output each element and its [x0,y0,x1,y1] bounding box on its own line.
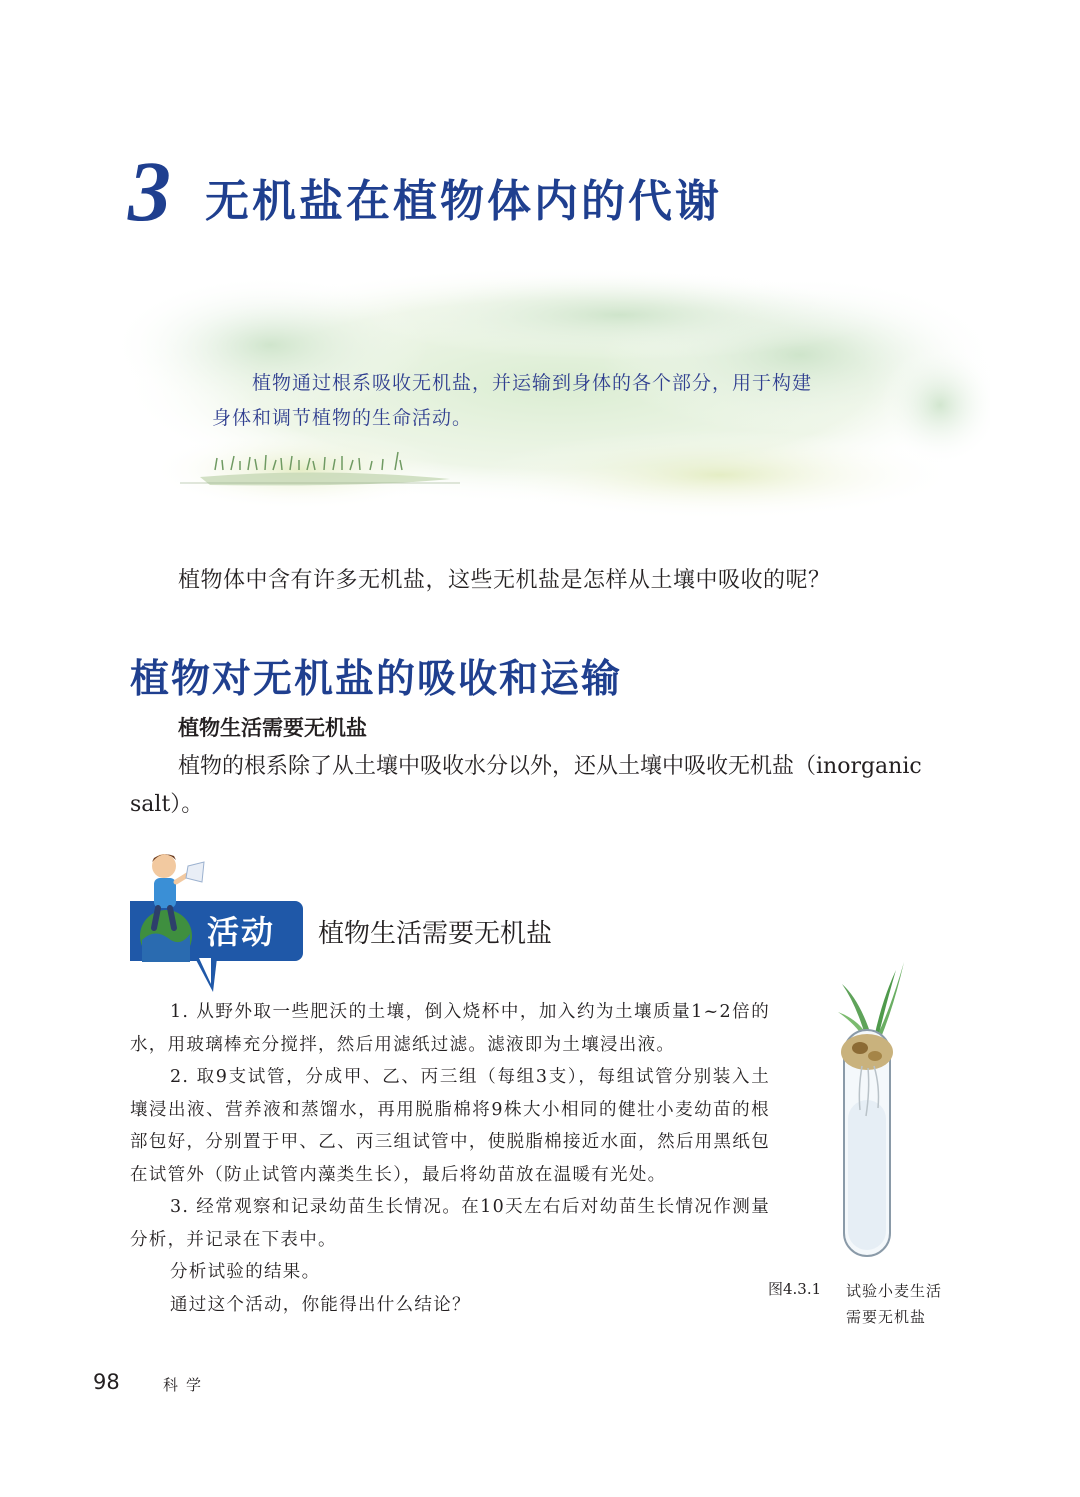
activity-step: 3. 经常观察和记录幼苗生长情况。在10天左右后对幼苗生长情况作测量分析，并记录在下表中。 [130,1197,770,1250]
figure-caption: 试验小麦生活 需要无机盐 [846,1282,943,1326]
activity-step: 1. 从野外取一些肥沃的土壤，倒入烧杯中，加入约为土壤质量1~2倍的水，用玻璃棒充分搅拌，然后用滤纸过滤。滤液即为土壤浸出液。 [130,1002,770,1055]
intro-question: 植物体中含有许多无机盐，这些无机盐是怎样从土壤中吸收的呢？ [178,568,831,593]
page-number: 98 [93,1370,120,1394]
student-mascot-illustration [128,848,210,966]
chapter-summary [212,366,872,436]
figure-number: 图4.3.1 [768,1280,822,1298]
activity-label: 活动 [207,913,276,951]
activity-title: 植物生活需要无机盐 [318,919,553,949]
book-title: 科学 [163,1376,210,1394]
subsection-title: 植物生活需要无机盐 [178,716,367,740]
chapter-title: 无机盐在植物体内的代谢 [205,176,722,227]
activity-step: 通过这个活动，你能得出什么结论？ [170,1294,471,1315]
activity-steps [130,996,770,1321]
activity-step: 分析试验的结果。 [170,1262,321,1282]
summary-line-1: 植物通过根系吸收无机盐，并运输到身体的各个部分，用于构建 [252,372,813,394]
test-tube-seedling-illustration [820,960,930,1260]
body-paragraph [130,748,960,824]
body-paragraph-text: 植物的根系除了从土壤中吸收水分以外，还从土壤中吸收无机盐（inorganic salt）。 [130,754,922,817]
section-title: 植物对无机盐的吸收和运输 [130,657,623,702]
summary-line-2: 身体和调节植物的生命活动。 [212,407,473,429]
chapter-number: 3 [128,143,171,239]
activity-step: 2. 取9支试管，分成甲、乙、丙三组（每组3支），每组试管分别装入土壤浸出液、营养液和蒸馏水，再用脱脂棉将9株大小相同的健壮小麦幼苗的根部包好，分别置于甲、乙、丙三组试管中，使脱脂棉接近水面，然后用黑纸包在试管外（防止试管内藻类生长），最后将幼苗放在温暖有光处。 [130,1067,770,1185]
